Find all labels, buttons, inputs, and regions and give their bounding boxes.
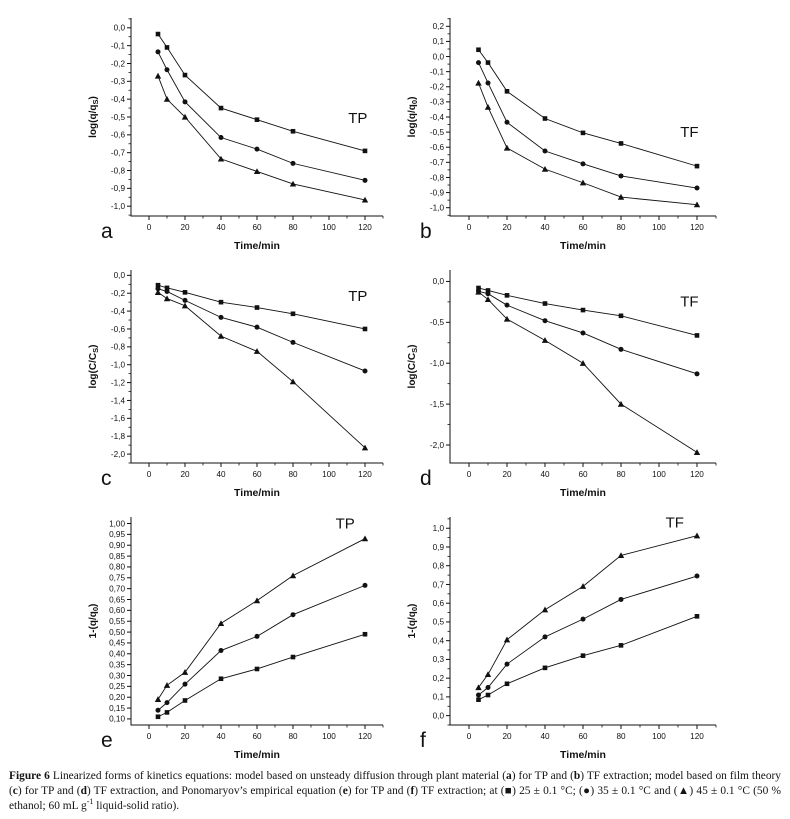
data-point-triangle xyxy=(542,337,548,343)
data-point-circle xyxy=(505,662,510,667)
data-point-circle xyxy=(543,634,548,639)
data-point-triangle xyxy=(254,348,260,354)
series-line-circle xyxy=(479,576,698,695)
data-point-square xyxy=(183,698,188,703)
panel-letter: b xyxy=(420,220,432,243)
caption-text: c xyxy=(12,784,18,797)
caption-text: liquid-solid ratio). xyxy=(93,799,180,812)
x-tick-label: 20 xyxy=(180,732,190,741)
series-line-square xyxy=(479,50,698,166)
data-point-square xyxy=(695,164,700,169)
series-line-square xyxy=(479,616,698,699)
y-tick-label: -0,4 xyxy=(110,306,125,316)
panel-letter: e xyxy=(101,729,113,752)
data-point-triangle xyxy=(155,696,161,702)
data-point-circle xyxy=(581,330,586,335)
x-tick-label: 20 xyxy=(180,223,190,232)
panel-tag: TP xyxy=(348,109,368,127)
data-point-triangle xyxy=(485,104,491,110)
y-tick-label: 0,95 xyxy=(109,530,125,540)
series-line-triangle xyxy=(158,292,365,447)
y-tick-label: -1,0 xyxy=(429,359,444,369)
data-point-triangle xyxy=(164,96,170,102)
data-point-square xyxy=(543,116,548,121)
y-tick-label: 0,10 xyxy=(109,714,125,724)
y-axis-title: $1-(q/q_0)$ xyxy=(407,603,419,639)
data-point-square xyxy=(219,300,224,305)
series-line-circle xyxy=(158,585,365,710)
data-point-triangle xyxy=(290,181,296,187)
data-point-circle xyxy=(363,583,368,588)
data-point-triangle xyxy=(504,145,510,151)
y-tick-label: 0,30 xyxy=(109,671,125,681)
data-point-square xyxy=(486,60,491,65)
y-axis-title: $\log(C/C_S)$ xyxy=(407,344,419,389)
panel-a xyxy=(85,6,397,258)
y-tick-label: 0,7 xyxy=(432,580,444,590)
y-axis-title: $\log(q/q_S)$ xyxy=(88,96,100,138)
data-point-circle xyxy=(291,612,296,617)
x-tick-label: 80 xyxy=(616,223,626,232)
data-point-square xyxy=(619,141,624,146)
x-tick-label: 120 xyxy=(358,470,372,479)
y-tick-label: 0,75 xyxy=(109,573,125,583)
y-tick-label: -1,0 xyxy=(429,203,444,213)
y-tick-label: -0,4 xyxy=(110,94,125,104)
caption-text: Figure 6 xyxy=(9,770,50,782)
y-tick-label: 0,45 xyxy=(109,638,125,648)
data-point-square xyxy=(219,106,224,111)
panel-tag: TF xyxy=(680,293,699,311)
x-axis-title: Time/min xyxy=(234,240,280,252)
panel-letter: c xyxy=(101,467,112,490)
y-tick-label: 0,9 xyxy=(432,542,444,552)
series-line-triangle xyxy=(479,536,698,688)
data-point-square xyxy=(543,666,548,671)
chart-b xyxy=(404,6,730,258)
x-tick-label: 0 xyxy=(466,223,472,232)
data-point-square xyxy=(219,676,224,681)
data-point-circle xyxy=(695,186,700,191)
caption-text: ) TF extraction, and Ponomaryov’s empirical equation ( xyxy=(86,784,343,797)
data-point-square xyxy=(581,308,586,313)
y-tick-label: -1,5 xyxy=(429,399,444,409)
x-tick-label: 80 xyxy=(616,732,626,741)
y-axis-title: $\log(C/C_S)$ xyxy=(88,344,100,389)
y-tick-label: 1,00 xyxy=(109,519,125,529)
caption-text: ) for TP and ( xyxy=(511,770,574,782)
x-tick-label: 40 xyxy=(216,470,226,479)
data-point-square xyxy=(695,614,700,619)
caption-text: a xyxy=(506,770,512,782)
panel-c xyxy=(85,258,397,505)
y-tick-label: 0,65 xyxy=(109,595,125,605)
data-point-triangle xyxy=(254,597,260,603)
data-point-circle xyxy=(543,149,548,154)
y-tick-label: -0,5 xyxy=(110,112,125,122)
caption-text: -1 xyxy=(86,796,94,806)
panel-tag: TF xyxy=(680,123,699,141)
y-tick-label: -0,1 xyxy=(110,41,125,51)
x-tick-label: 0 xyxy=(146,732,152,741)
y-tick-label: 0,2 xyxy=(432,673,444,683)
x-tick-label: 120 xyxy=(690,470,704,479)
panel-tag: TF xyxy=(665,514,684,532)
y-tick-label: -0,9 xyxy=(429,188,444,198)
series-line-triangle xyxy=(158,539,365,700)
y-tick-label: -0,6 xyxy=(429,143,444,153)
data-point-square xyxy=(505,89,510,94)
x-tick-label: 40 xyxy=(540,470,550,479)
y-tick-label: -1,2 xyxy=(110,378,125,388)
data-point-square xyxy=(291,311,296,316)
figure-caption xyxy=(9,769,781,813)
x-axis-title: Time/min xyxy=(560,487,606,499)
data-point-triangle xyxy=(485,671,491,677)
data-point-square xyxy=(505,293,510,298)
data-point-triangle xyxy=(164,682,170,688)
x-tick-label: 0 xyxy=(466,732,472,741)
data-point-circle xyxy=(219,648,224,653)
y-tick-label: -0,4 xyxy=(429,112,444,122)
data-point-circle xyxy=(183,298,188,303)
y-tick-label: -2,0 xyxy=(429,440,444,450)
x-axis-title: Time/min xyxy=(234,487,280,499)
data-point-circle xyxy=(619,597,624,602)
data-point-triangle xyxy=(694,533,700,539)
x-tick-label: 40 xyxy=(216,732,226,741)
panel-tag: TP xyxy=(335,515,355,533)
caption-text: ) TF extraction; at (■) 25 ± 0.1 °C; (●) 35 ± 0.1 °C and (▲) 45 ± 0.1 °C (50 % ethanol; 60 mL g xyxy=(9,784,781,812)
series-line-circle xyxy=(479,63,698,188)
data-point-circle xyxy=(255,634,260,639)
data-point-circle xyxy=(183,682,188,687)
data-point-circle xyxy=(165,67,170,72)
data-point-square xyxy=(165,45,170,50)
caption-text: f xyxy=(410,784,415,797)
x-tick-label: 100 xyxy=(322,732,336,741)
x-axis-title: Time/min xyxy=(560,749,606,761)
panel-e xyxy=(85,505,397,767)
data-point-square xyxy=(619,313,624,318)
y-tick-label: -0,2 xyxy=(429,82,444,92)
x-axis-title: Time/min xyxy=(234,749,280,761)
series-line-circle xyxy=(158,287,368,371)
y-tick-label: 0,4 xyxy=(432,636,444,646)
data-point-triangle xyxy=(475,80,481,86)
data-point-square xyxy=(255,667,260,672)
data-point-square xyxy=(255,117,260,122)
data-point-circle xyxy=(476,60,481,65)
x-tick-label: 60 xyxy=(252,223,262,232)
data-point-circle xyxy=(165,289,170,294)
chart-f xyxy=(404,505,730,767)
caption-text: e xyxy=(342,784,348,797)
series-line-square xyxy=(158,285,368,329)
x-tick-label: 80 xyxy=(288,732,298,741)
x-tick-label: 60 xyxy=(578,470,588,479)
chart-d xyxy=(404,258,730,505)
y-tick-label: -0,3 xyxy=(429,97,444,107)
x-tick-label: 0 xyxy=(146,470,152,479)
data-point-square xyxy=(156,32,161,37)
data-point-circle xyxy=(291,161,296,166)
x-tick-label: 60 xyxy=(252,732,262,741)
x-tick-label: 80 xyxy=(616,470,626,479)
data-point-square xyxy=(363,327,368,332)
y-tick-label: 0,8 xyxy=(432,561,444,571)
y-tick-label: -0,2 xyxy=(110,59,125,69)
data-point-triangle xyxy=(218,620,224,626)
data-point-square xyxy=(255,305,260,310)
data-point-square xyxy=(363,149,368,154)
series-line-square xyxy=(479,288,698,335)
data-point-triangle xyxy=(542,166,548,172)
data-point-circle xyxy=(219,135,224,140)
x-tick-label: 100 xyxy=(322,223,336,232)
y-tick-label: 0,0 xyxy=(432,711,444,721)
x-tick-label: 80 xyxy=(288,470,298,479)
y-tick-label: -0,9 xyxy=(110,184,125,194)
data-point-circle xyxy=(581,161,586,166)
panel-b xyxy=(404,6,730,258)
panel-letter: d xyxy=(420,467,432,490)
data-point-square xyxy=(291,655,296,660)
data-point-circle xyxy=(255,147,260,152)
data-point-circle xyxy=(619,347,624,352)
data-point-square xyxy=(476,47,481,52)
y-tick-label: 0,3 xyxy=(432,655,444,665)
y-tick-label: 0,6 xyxy=(432,598,444,608)
x-tick-label: 20 xyxy=(502,470,512,479)
y-tick-label: 0,5 xyxy=(432,617,444,627)
data-point-square xyxy=(486,693,491,698)
data-point-circle xyxy=(156,49,161,54)
data-point-circle xyxy=(543,318,548,323)
panel-tag: TP xyxy=(348,287,368,305)
y-tick-label: -1,6 xyxy=(110,414,125,424)
series-line-triangle xyxy=(158,76,368,200)
data-point-circle xyxy=(183,99,188,104)
y-tick-label: -1,8 xyxy=(110,431,125,441)
y-tick-label: 0,0 xyxy=(432,277,444,287)
data-point-triangle xyxy=(580,360,586,366)
data-point-circle xyxy=(505,120,510,125)
data-point-triangle xyxy=(254,168,260,174)
data-point-circle xyxy=(486,80,491,85)
x-axis-title: Time/min xyxy=(560,240,606,252)
y-tick-label: -0,8 xyxy=(429,173,444,183)
y-tick-label: 0,50 xyxy=(109,627,125,637)
y-tick-label: 0,90 xyxy=(109,541,125,551)
data-point-square xyxy=(505,681,510,686)
y-tick-label: 0,80 xyxy=(109,562,125,572)
data-point-circle xyxy=(156,708,161,713)
data-point-circle xyxy=(581,617,586,622)
data-point-square xyxy=(156,714,161,719)
data-point-square xyxy=(363,632,368,637)
y-tick-label: 0,60 xyxy=(109,606,125,616)
y-tick-label: 0,25 xyxy=(109,682,125,692)
y-tick-label: 1,0 xyxy=(432,524,444,534)
data-point-triangle xyxy=(618,194,624,200)
data-point-triangle xyxy=(694,449,700,455)
x-tick-label: 60 xyxy=(578,732,588,741)
data-point-square xyxy=(695,333,700,338)
data-point-circle xyxy=(291,340,296,345)
series-line-square xyxy=(158,634,365,717)
chart-e xyxy=(85,505,397,767)
x-tick-label: 20 xyxy=(180,470,190,479)
data-point-circle xyxy=(619,173,624,178)
data-point-square xyxy=(476,697,481,702)
data-point-square xyxy=(165,710,170,715)
x-tick-label: 100 xyxy=(322,470,336,479)
series-line-square xyxy=(158,34,368,151)
data-point-triangle xyxy=(155,289,161,295)
data-point-square xyxy=(619,643,624,648)
y-tick-label: 0,2 xyxy=(432,22,444,32)
x-tick-label: 120 xyxy=(690,223,704,232)
y-tick-label: -0,5 xyxy=(429,318,444,328)
caption-text: ) for TP and ( xyxy=(347,784,411,797)
panel-letter: f xyxy=(420,729,426,752)
x-tick-label: 20 xyxy=(502,732,512,741)
x-tick-label: 40 xyxy=(540,223,550,232)
y-tick-label: 0,40 xyxy=(109,649,125,659)
y-axis-title: $\log(q/q_0)$ xyxy=(407,96,419,138)
series-line-triangle xyxy=(479,83,698,205)
y-tick-label: -0,5 xyxy=(429,127,444,137)
x-tick-label: 0 xyxy=(146,223,152,232)
x-tick-label: 20 xyxy=(502,223,512,232)
y-tick-label: -0,8 xyxy=(110,342,125,352)
data-point-triangle xyxy=(155,73,161,79)
y-tick-label: -0,7 xyxy=(110,148,125,158)
data-point-circle xyxy=(255,325,260,330)
y-tick-label: 0,85 xyxy=(109,551,125,561)
y-tick-label: 0,35 xyxy=(109,660,125,670)
y-tick-label: -0,2 xyxy=(110,289,125,299)
y-tick-label: 0,0 xyxy=(113,23,125,33)
axes xyxy=(131,517,383,725)
y-tick-label: -1,4 xyxy=(110,396,125,406)
panel-f xyxy=(404,505,730,767)
y-tick-label: 0,55 xyxy=(109,617,125,627)
y-tick-label: -1,0 xyxy=(110,201,125,211)
data-point-triangle xyxy=(182,303,188,309)
data-point-circle xyxy=(363,368,368,373)
data-point-triangle xyxy=(362,536,368,542)
data-point-circle xyxy=(476,693,481,698)
data-point-circle xyxy=(219,315,224,320)
data-point-circle xyxy=(165,700,170,705)
y-tick-label: -2,0 xyxy=(110,449,125,459)
y-tick-label: -0,6 xyxy=(110,324,125,334)
panel-d xyxy=(404,258,730,505)
caption-text: d xyxy=(80,784,87,797)
data-point-triangle xyxy=(580,180,586,186)
y-tick-label: -0,1 xyxy=(429,67,444,77)
y-tick-label: 0,20 xyxy=(109,693,125,703)
x-tick-label: 120 xyxy=(358,732,372,741)
caption-text: ) for TP and ( xyxy=(17,784,81,797)
series-line-circle xyxy=(479,291,698,374)
x-tick-label: 120 xyxy=(690,732,704,741)
caption-text: b xyxy=(573,770,581,782)
data-point-square xyxy=(183,290,188,295)
data-point-circle xyxy=(695,574,700,579)
data-point-circle xyxy=(505,303,510,308)
x-tick-label: 40 xyxy=(216,223,226,232)
data-point-square xyxy=(291,129,296,134)
chart-c xyxy=(85,258,397,505)
y-tick-label: 0,0 xyxy=(432,52,444,62)
y-tick-label: 0,1 xyxy=(432,37,444,47)
data-point-circle xyxy=(363,178,368,183)
x-tick-label: 80 xyxy=(288,223,298,232)
caption-text: ) TF extraction; model based on film theory ( xyxy=(9,770,782,797)
x-tick-label: 40 xyxy=(540,732,550,741)
chart-a xyxy=(85,6,397,258)
x-tick-label: 0 xyxy=(466,470,472,479)
x-tick-label: 100 xyxy=(652,732,666,741)
y-tick-label: 0,1 xyxy=(432,692,444,702)
axes xyxy=(450,270,716,463)
data-point-circle xyxy=(486,685,491,690)
y-tick-label: -1,0 xyxy=(110,360,125,370)
y-tick-label: -0,6 xyxy=(110,130,125,140)
y-tick-label: 0,0 xyxy=(113,271,125,281)
y-tick-label: -0,8 xyxy=(110,166,125,176)
y-axis-title: $1-(q/q_0)$ xyxy=(88,603,100,639)
y-tick-label: 0,15 xyxy=(109,703,125,713)
data-point-circle xyxy=(486,291,491,296)
data-point-triangle xyxy=(542,607,548,613)
data-point-triangle xyxy=(485,296,491,302)
data-point-square xyxy=(581,653,586,658)
series-line-triangle xyxy=(479,292,698,452)
panel-letter: a xyxy=(101,220,113,243)
data-point-square xyxy=(183,73,188,78)
data-point-square xyxy=(581,131,586,136)
y-tick-label: 0,70 xyxy=(109,584,125,594)
axes xyxy=(450,18,716,216)
series-line-circle xyxy=(158,52,368,180)
data-point-circle xyxy=(695,371,700,376)
x-tick-label: 120 xyxy=(358,223,372,232)
x-tick-label: 100 xyxy=(652,223,666,232)
data-point-square xyxy=(543,301,548,306)
y-tick-label: -0,3 xyxy=(110,77,125,87)
y-tick-label: -0,7 xyxy=(429,158,444,168)
data-point-triangle xyxy=(290,572,296,578)
x-tick-label: 60 xyxy=(578,223,588,232)
caption-text: Linearized forms of kinetics equations: model based on unsteady diffusion through plant material ( xyxy=(49,770,506,782)
x-tick-label: 100 xyxy=(652,470,666,479)
data-point-triangle xyxy=(164,295,170,301)
x-tick-label: 60 xyxy=(252,470,262,479)
